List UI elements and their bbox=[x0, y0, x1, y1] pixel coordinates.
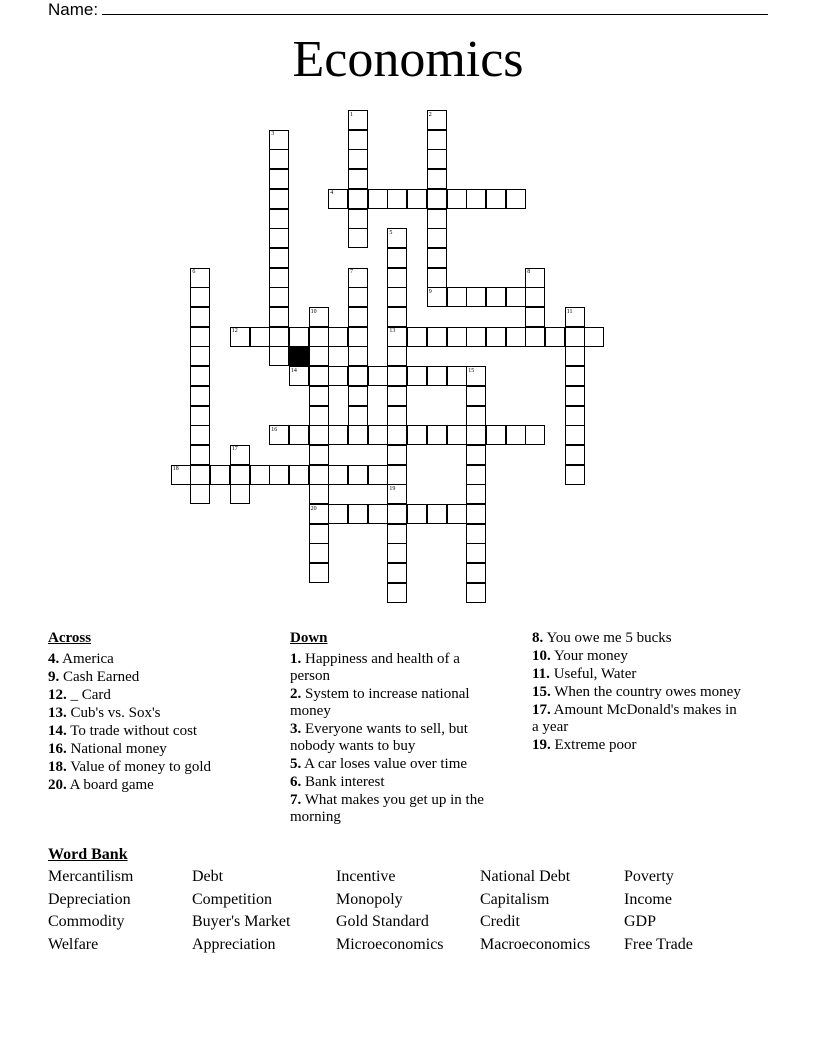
clue-item bbox=[290, 721, 500, 755]
grid-cell[interactable] bbox=[387, 346, 407, 366]
grid-cell[interactable] bbox=[269, 465, 289, 485]
clue-item bbox=[290, 792, 500, 826]
grid-cell[interactable] bbox=[387, 287, 407, 307]
grid-cell[interactable] bbox=[387, 386, 407, 406]
clue-text: What makes you get up in the morning bbox=[290, 792, 484, 825]
grid-cell[interactable] bbox=[250, 465, 270, 485]
clue-text: Bank interest bbox=[301, 774, 385, 790]
grid-cell[interactable] bbox=[289, 327, 309, 347]
word-bank-item: GDP bbox=[624, 913, 657, 930]
grid-cell[interactable] bbox=[565, 386, 585, 406]
grid-cell[interactable] bbox=[269, 169, 289, 189]
grid-cell[interactable] bbox=[368, 504, 388, 524]
clue-text: You owe me 5 bucks bbox=[543, 630, 672, 646]
grid-cell[interactable] bbox=[190, 346, 210, 366]
grid-cell[interactable] bbox=[466, 543, 486, 563]
grid-cell[interactable] bbox=[506, 327, 526, 347]
grid-cell[interactable] bbox=[565, 327, 585, 347]
grid-cell[interactable] bbox=[368, 425, 388, 445]
grid-cell[interactable] bbox=[466, 504, 486, 524]
grid-cell[interactable] bbox=[565, 366, 585, 386]
grid-cell[interactable] bbox=[387, 307, 407, 327]
clue-number-label: 6. bbox=[290, 774, 302, 790]
grid-cell[interactable] bbox=[565, 346, 585, 366]
grid-cell[interactable] bbox=[447, 189, 467, 209]
grid-cell[interactable] bbox=[230, 465, 250, 485]
grid-cell[interactable] bbox=[387, 543, 407, 563]
grid-cell[interactable] bbox=[309, 563, 329, 583]
grid-cell[interactable] bbox=[466, 425, 486, 445]
clue-text: America bbox=[59, 651, 114, 667]
word-bank-item: Debt bbox=[192, 868, 224, 885]
word-bank-item: Appreciation bbox=[192, 935, 276, 953]
grid-cell[interactable] bbox=[190, 406, 210, 426]
grid-cell[interactable] bbox=[427, 327, 447, 347]
grid-cell[interactable] bbox=[584, 327, 604, 347]
clue-number-label: 4. bbox=[48, 651, 60, 667]
grid-cell[interactable] bbox=[190, 366, 210, 386]
clue-item bbox=[532, 702, 742, 736]
grid-cell[interactable] bbox=[427, 248, 447, 268]
grid-cell[interactable] bbox=[269, 346, 289, 366]
grid-cell[interactable] bbox=[565, 445, 585, 465]
grid-cell[interactable] bbox=[387, 406, 407, 426]
grid-cell[interactable] bbox=[269, 307, 289, 327]
grid-cell[interactable] bbox=[387, 366, 407, 386]
word-bank-item: Incentive bbox=[336, 868, 396, 885]
word-bank-item: Gold Standard bbox=[336, 913, 429, 930]
grid-cell[interactable] bbox=[210, 465, 230, 485]
word-bank-item: Poverty bbox=[624, 868, 674, 885]
clue-item bbox=[48, 759, 258, 776]
grid-cell[interactable] bbox=[269, 228, 289, 248]
grid-cell[interactable] bbox=[269, 189, 289, 209]
grid-cell[interactable] bbox=[427, 209, 447, 229]
clue-number-label: 8. bbox=[532, 630, 544, 646]
clue-number: 2 bbox=[428, 111, 432, 118]
grid-cell[interactable] bbox=[447, 425, 467, 445]
clue-text: Cub's vs. Sox's bbox=[66, 705, 161, 721]
grid-cell[interactable] bbox=[190, 425, 210, 445]
grid-cell[interactable] bbox=[407, 189, 427, 209]
grid-cell[interactable] bbox=[486, 327, 506, 347]
page-title: Economics bbox=[292, 31, 524, 88]
clue-number: 15 bbox=[468, 367, 475, 374]
word-bank-item: Commodity bbox=[48, 913, 125, 930]
clue-number: 1 bbox=[350, 111, 353, 118]
across-heading: Across bbox=[48, 630, 92, 646]
clue-text: To trade without cost bbox=[66, 723, 198, 739]
clue-number: 11 bbox=[566, 308, 573, 315]
word-bank-item: Monopoly bbox=[336, 890, 403, 908]
grid-cell[interactable] bbox=[190, 327, 210, 347]
clue-text: A board game bbox=[66, 777, 154, 793]
grid-cell[interactable] bbox=[309, 406, 329, 426]
grid-cell[interactable] bbox=[348, 307, 368, 327]
grid-cell[interactable] bbox=[269, 287, 289, 307]
grid-cell[interactable] bbox=[466, 287, 486, 307]
grid-cell[interactable] bbox=[525, 327, 545, 347]
clue-text: When the country owes money bbox=[550, 684, 741, 700]
grid-cell[interactable] bbox=[565, 406, 585, 426]
grid-cell[interactable] bbox=[190, 465, 210, 485]
clue-text: Extreme poor bbox=[550, 737, 637, 753]
grid-cell[interactable] bbox=[348, 504, 368, 524]
clue-item bbox=[48, 723, 258, 740]
word-bank-item: Free Trade bbox=[624, 935, 693, 953]
grid-cell[interactable] bbox=[407, 425, 427, 445]
clue-item bbox=[532, 684, 742, 701]
clue-number-label: 12. bbox=[48, 687, 67, 703]
grid-cell[interactable] bbox=[348, 406, 368, 426]
grid-cell[interactable] bbox=[309, 524, 329, 544]
grid-cell[interactable] bbox=[525, 307, 545, 327]
grid-cell[interactable] bbox=[269, 248, 289, 268]
clue-text: Happiness and health of a person bbox=[290, 651, 460, 684]
clue-text: Cash Earned bbox=[59, 669, 140, 685]
grid-cell[interactable] bbox=[269, 209, 289, 229]
grid-cell[interactable] bbox=[427, 425, 447, 445]
clue-number: 14 bbox=[290, 367, 297, 374]
grid-cell[interactable] bbox=[506, 425, 526, 445]
grid-cell[interactable] bbox=[348, 228, 368, 248]
clue-number: 6 bbox=[192, 269, 196, 276]
grid-cell[interactable] bbox=[250, 327, 270, 347]
grid-cell[interactable] bbox=[387, 583, 407, 603]
grid-cell[interactable] bbox=[466, 327, 486, 347]
grid-cell[interactable] bbox=[545, 327, 565, 347]
grid-cell[interactable] bbox=[486, 425, 506, 445]
clue-number-label: 15. bbox=[532, 684, 551, 700]
grid-cell[interactable] bbox=[368, 366, 388, 386]
down-clues-continued bbox=[532, 630, 742, 755]
grid-cell[interactable] bbox=[486, 189, 506, 209]
grid-cell[interactable] bbox=[427, 366, 447, 386]
grid-cell[interactable] bbox=[506, 189, 526, 209]
black-cell bbox=[289, 346, 309, 366]
down-list-continued bbox=[532, 630, 742, 754]
clue-text: Everyone wants to sell, but nobody wants to buy bbox=[290, 721, 468, 754]
grid-cell[interactable] bbox=[348, 386, 368, 406]
across-clues bbox=[48, 630, 258, 795]
grid-cell[interactable] bbox=[447, 327, 467, 347]
across-list bbox=[48, 651, 258, 794]
grid-cell[interactable] bbox=[328, 465, 348, 485]
grid-cell[interactable] bbox=[407, 366, 427, 386]
word-bank-item: Microeconomics bbox=[336, 935, 444, 953]
grid-cell[interactable] bbox=[427, 504, 447, 524]
grid-cell[interactable] bbox=[427, 169, 447, 189]
grid-cell[interactable] bbox=[368, 465, 388, 485]
clue-number-label: 13. bbox=[48, 705, 67, 721]
grid-cell[interactable] bbox=[447, 287, 467, 307]
clue-text: Your money bbox=[550, 648, 628, 664]
clue-text: Value of money to gold bbox=[66, 759, 212, 775]
clue-item bbox=[290, 651, 500, 685]
clue-number-label: 3. bbox=[290, 721, 302, 737]
grid-cell[interactable] bbox=[348, 287, 368, 307]
grid-cell[interactable] bbox=[309, 346, 329, 366]
word-bank-item: Income bbox=[624, 890, 672, 908]
grid-cell[interactable] bbox=[190, 307, 210, 327]
clue-number-label: 9. bbox=[48, 669, 60, 685]
word-bank-item: Credit bbox=[480, 913, 520, 930]
word-bank-item: Macroeconomics bbox=[480, 935, 591, 953]
grid-cell[interactable] bbox=[328, 366, 348, 386]
clue-text: Useful, Water bbox=[549, 666, 637, 682]
clue-item bbox=[532, 648, 742, 665]
clue-number: 9 bbox=[428, 288, 432, 295]
word-bank-item: Competition bbox=[192, 890, 272, 908]
clue-number-label: 14. bbox=[48, 723, 67, 739]
clue-number: 8 bbox=[527, 269, 531, 276]
word-bank bbox=[48, 868, 768, 954]
clue-number-label: 19. bbox=[532, 737, 551, 753]
word-bank-title: Word Bank bbox=[48, 846, 128, 863]
clue-number: 10 bbox=[310, 308, 317, 315]
grid-cell[interactable] bbox=[348, 189, 368, 209]
clue-item bbox=[532, 630, 742, 647]
word-bank-item: Depreciation bbox=[48, 890, 131, 908]
grid-cell[interactable] bbox=[387, 445, 407, 465]
grid-cell[interactable] bbox=[309, 425, 329, 445]
clue-number: 5 bbox=[389, 229, 393, 236]
grid-cell[interactable] bbox=[427, 149, 447, 169]
clue-number-label: 1. bbox=[290, 651, 302, 667]
grid-cell[interactable] bbox=[309, 543, 329, 563]
grid-cell[interactable] bbox=[190, 386, 210, 406]
grid-cell[interactable] bbox=[269, 327, 289, 347]
word-bank-item: Welfare bbox=[48, 935, 99, 953]
word-bank-item: National Debt bbox=[480, 868, 571, 885]
grid-cell[interactable] bbox=[269, 268, 289, 288]
grid-cell[interactable] bbox=[269, 149, 289, 169]
grid-cell[interactable] bbox=[466, 524, 486, 544]
grid-cell[interactable] bbox=[486, 287, 506, 307]
grid-cell[interactable] bbox=[387, 504, 407, 524]
clue-text: National money bbox=[66, 741, 167, 757]
clue-number: 13 bbox=[389, 328, 396, 335]
grid-cell[interactable] bbox=[447, 504, 467, 524]
grid-cell[interactable] bbox=[190, 484, 210, 504]
clue-number: 3 bbox=[271, 131, 275, 138]
grid-cell[interactable] bbox=[348, 169, 368, 189]
grid-cell[interactable] bbox=[309, 465, 329, 485]
grid-cell[interactable] bbox=[328, 504, 348, 524]
grid-cell[interactable] bbox=[407, 327, 427, 347]
grid-cell[interactable] bbox=[565, 425, 585, 445]
grid-cell[interactable] bbox=[348, 209, 368, 229]
grid-cell[interactable] bbox=[525, 425, 545, 445]
clue-number-label: 17. bbox=[532, 702, 551, 718]
grid-cell[interactable] bbox=[348, 327, 368, 347]
grid-cell[interactable] bbox=[309, 327, 329, 347]
grid-cell[interactable] bbox=[348, 425, 368, 445]
grid-cell[interactable] bbox=[565, 465, 585, 485]
grid-cell[interactable] bbox=[506, 287, 526, 307]
grid-cell[interactable] bbox=[348, 130, 368, 150]
down-heading: Down bbox=[290, 630, 328, 646]
grid-cell[interactable] bbox=[289, 425, 309, 445]
grid-cell[interactable] bbox=[328, 425, 348, 445]
clue-number-label: 16. bbox=[48, 741, 67, 757]
grid-cell[interactable] bbox=[387, 248, 407, 268]
clue-number-label: 10. bbox=[532, 648, 551, 664]
grid-cell[interactable] bbox=[309, 445, 329, 465]
clue-text: System to increase national money bbox=[290, 686, 470, 719]
grid-cell[interactable] bbox=[368, 189, 388, 209]
grid-cell[interactable] bbox=[348, 465, 368, 485]
grid-cell[interactable] bbox=[387, 189, 407, 209]
grid-cell[interactable] bbox=[466, 465, 486, 485]
grid-cell[interactable] bbox=[387, 563, 407, 583]
clue-item bbox=[532, 666, 742, 683]
grid-cell[interactable] bbox=[427, 268, 447, 288]
grid-cell[interactable] bbox=[466, 563, 486, 583]
clue-item bbox=[48, 777, 258, 794]
word-bank-item: Mercantilism bbox=[48, 868, 134, 885]
grid-cell[interactable] bbox=[387, 268, 407, 288]
clue-number: 18 bbox=[172, 466, 179, 473]
grid-cell[interactable] bbox=[348, 149, 368, 169]
clue-number-label: 5. bbox=[290, 756, 302, 772]
word-bank-item: Capitalism bbox=[480, 890, 550, 908]
grid-cell[interactable] bbox=[427, 228, 447, 248]
word-bank-item: Buyer's Market bbox=[192, 913, 291, 930]
grid-cell[interactable] bbox=[525, 287, 545, 307]
grid-cell[interactable] bbox=[190, 445, 210, 465]
grid-cell[interactable] bbox=[447, 366, 467, 386]
grid-cell[interactable] bbox=[348, 346, 368, 366]
grid-cell[interactable] bbox=[387, 524, 407, 544]
grid-cell[interactable] bbox=[466, 406, 486, 426]
clue-text: _ Card bbox=[66, 687, 111, 703]
clue-text: A car loses value over time bbox=[301, 756, 468, 772]
name-label: Name: bbox=[48, 0, 99, 19]
clue-item bbox=[48, 651, 258, 668]
clue-number-label: 18. bbox=[48, 759, 67, 775]
down-clues bbox=[290, 630, 500, 827]
clue-text: Amount McDonald's makes in a year bbox=[532, 702, 737, 735]
grid-cell[interactable] bbox=[309, 484, 329, 504]
clue-number-label: 7. bbox=[290, 792, 302, 808]
clue-number-label: 20. bbox=[48, 777, 67, 793]
grid-cell[interactable] bbox=[407, 504, 427, 524]
clue-number: 12 bbox=[231, 328, 238, 335]
clue-number-label: 11. bbox=[532, 666, 550, 682]
grid-cell[interactable] bbox=[309, 386, 329, 406]
clue-number: 20 bbox=[310, 505, 317, 512]
clue-item bbox=[290, 686, 500, 720]
clue-item bbox=[48, 687, 258, 704]
clue-item bbox=[290, 774, 500, 791]
grid-cell[interactable] bbox=[387, 465, 407, 485]
clue-number: 17 bbox=[231, 446, 238, 453]
grid-cell[interactable] bbox=[328, 327, 348, 347]
clue-item bbox=[532, 737, 742, 754]
grid-cell[interactable] bbox=[427, 189, 447, 209]
grid-cell[interactable] bbox=[348, 366, 368, 386]
down-list bbox=[290, 651, 500, 826]
clue-number-label: 2. bbox=[290, 686, 302, 702]
grid-cell[interactable] bbox=[466, 445, 486, 465]
grid-cell[interactable] bbox=[427, 130, 447, 150]
clue-item bbox=[290, 756, 500, 773]
grid-cell[interactable] bbox=[309, 366, 329, 386]
grid-cell[interactable] bbox=[230, 484, 250, 504]
clue-number: 4 bbox=[330, 190, 334, 197]
grid-cell[interactable] bbox=[466, 484, 486, 504]
clue-number: 7 bbox=[350, 269, 353, 276]
grid-cell[interactable] bbox=[466, 189, 486, 209]
clue-number: 19 bbox=[389, 485, 396, 492]
grid-cell[interactable] bbox=[466, 583, 486, 603]
grid-cell[interactable] bbox=[190, 287, 210, 307]
grid-cell[interactable] bbox=[387, 425, 407, 445]
clue-number: 16 bbox=[271, 426, 278, 433]
clue-item bbox=[48, 705, 258, 722]
clue-item bbox=[48, 669, 258, 686]
grid-cell[interactable] bbox=[466, 386, 486, 406]
clue-item bbox=[48, 741, 258, 758]
grid-cell[interactable] bbox=[289, 465, 309, 485]
